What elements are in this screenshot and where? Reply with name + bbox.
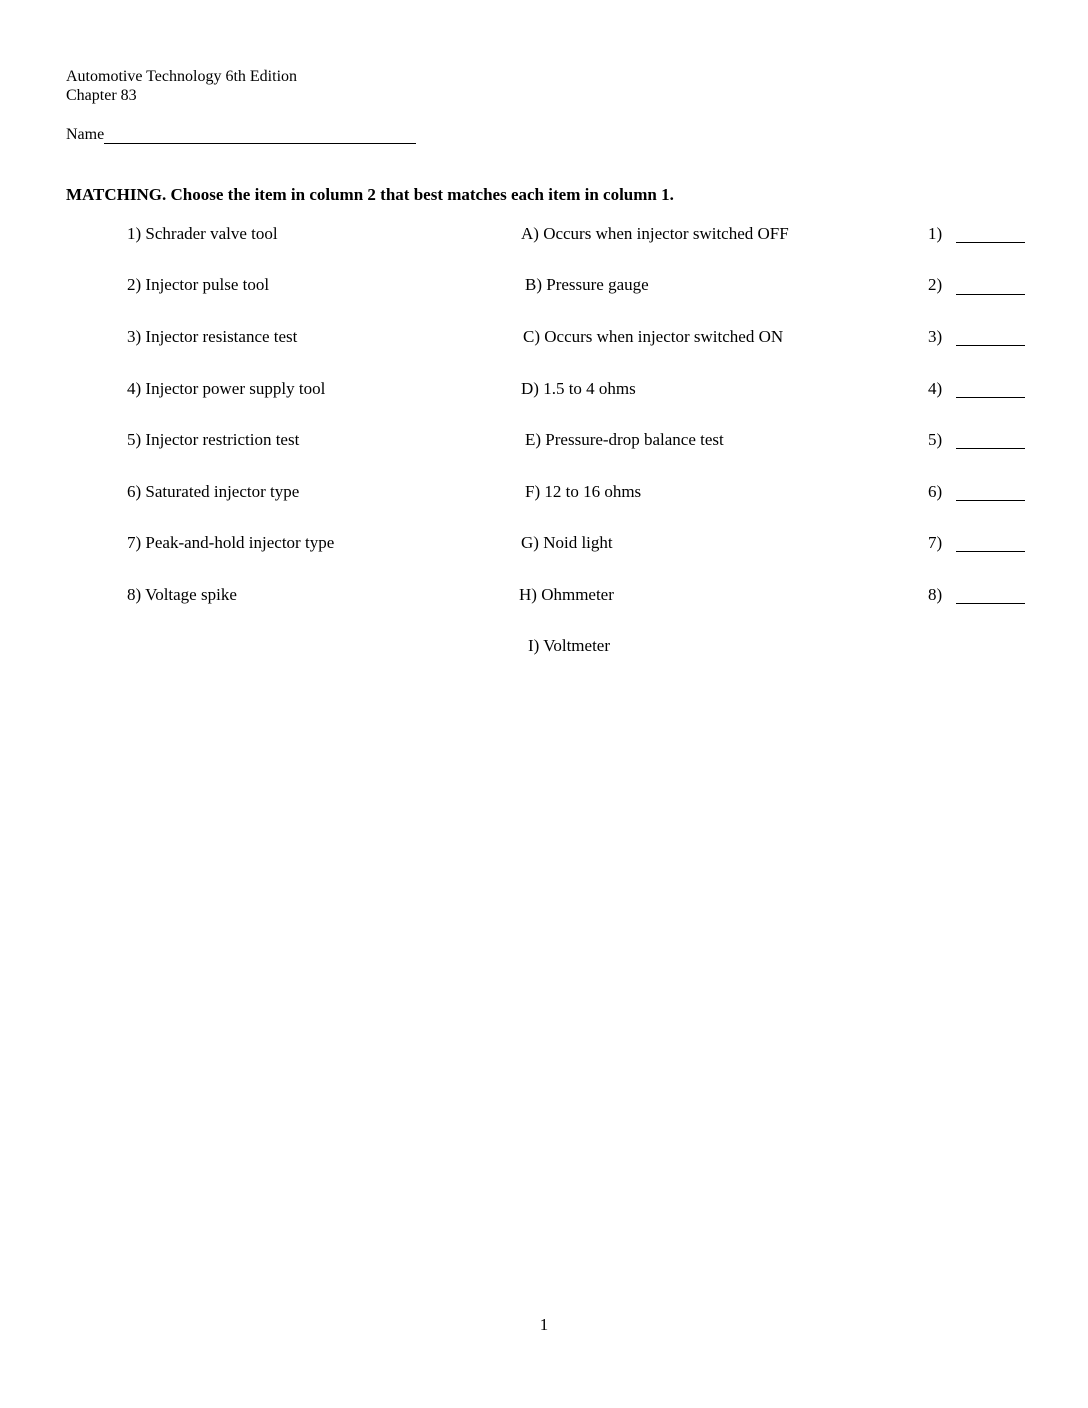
column2-item: C) Occurs when injector switched ON: [523, 327, 784, 346]
column2-item: I) Voltmeter: [528, 636, 610, 655]
answer-blank[interactable]: [956, 242, 1025, 243]
answer-number: 3): [928, 327, 943, 346]
column1-item: 2) Injector pulse tool: [127, 275, 270, 294]
column1-item: 4) Injector power supply tool: [127, 379, 326, 398]
answer-blank[interactable]: [956, 500, 1025, 501]
name-row: [66, 126, 416, 144]
answer-number: 4): [928, 379, 943, 398]
column1-item: 1) Schrader valve tool: [127, 224, 278, 243]
answer-blank[interactable]: [956, 397, 1025, 398]
answer-blank[interactable]: [956, 294, 1025, 295]
column2-item: D) 1.5 to 4 ohms: [521, 379, 636, 398]
answer-number: 7): [928, 533, 943, 552]
column2-item: H) Ohmmeter: [519, 585, 614, 604]
page-number: 1: [539, 1315, 549, 1334]
column2-item: A) Occurs when injector switched OFF: [521, 224, 789, 243]
column2-item: F) 12 to 16 ohms: [525, 482, 642, 501]
column1-item: 3) Injector resistance test: [127, 327, 298, 346]
document-title: Automotive Technology 6th Edition: [66, 68, 298, 85]
name-field[interactable]: [104, 126, 416, 144]
chapter-label: Chapter 83: [66, 87, 137, 104]
answer-number: 2): [928, 275, 943, 294]
matching-instructions: MATCHING. Choose the item in column 2 that best matches each item in column 1.: [66, 185, 674, 204]
answer-blank[interactable]: [956, 551, 1025, 552]
answer-number: 5): [928, 430, 943, 449]
answer-blank[interactable]: [956, 448, 1025, 449]
answer-number: 8): [928, 585, 943, 604]
answer-blank[interactable]: [956, 345, 1025, 346]
column1-item: 6) Saturated injector type: [127, 482, 300, 501]
answer-blank[interactable]: [956, 603, 1025, 604]
column1-item: 8) Voltage spike: [127, 585, 237, 604]
column2-item: B) Pressure gauge: [525, 275, 649, 294]
column2-item: G) Noid light: [521, 533, 613, 552]
answer-number: 6): [928, 482, 943, 501]
name-label: Name: [66, 126, 105, 143]
answer-number: 1): [928, 224, 943, 243]
column1-item: 7) Peak-and-hold injector type: [127, 533, 335, 552]
column1-item: 5) Injector restriction test: [127, 430, 300, 449]
column2-item: E) Pressure-drop balance test: [525, 430, 724, 449]
